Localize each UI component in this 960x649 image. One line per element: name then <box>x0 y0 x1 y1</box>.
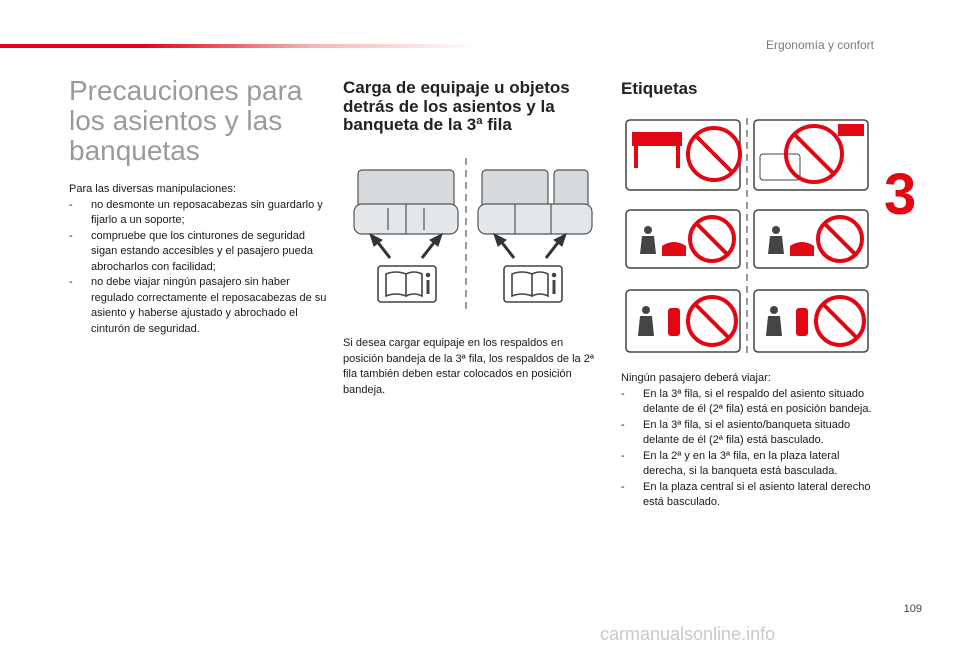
list-item: - no debe viajar ningún pasajero sin haber regulado correctamente el reposacabezas de su asiento y haberse ajustado y abrochado el cinturón de seguridad. <box>69 276 327 335</box>
manual-book-icon <box>378 266 436 302</box>
warning-label <box>626 290 740 352</box>
precautions-list <box>69 198 327 338</box>
chapter-number: 3 <box>884 162 917 227</box>
seat-bench-right <box>478 170 592 234</box>
labels-intro: Ningún pasajero deberá viajar: <box>621 372 771 384</box>
warning-label <box>754 290 868 352</box>
labels-text <box>621 371 883 511</box>
list-item: - En la plaza central si el asiento lateral derecho está basculado. <box>621 480 871 508</box>
warning-label <box>754 210 868 268</box>
section-header-title: Ergonomía y confort <box>765 38 874 52</box>
page-number: 109 <box>903 603 922 615</box>
precautions-text <box>69 182 327 337</box>
seat-bench-left <box>354 170 458 234</box>
manual-book-icon <box>504 266 562 302</box>
labels-list <box>621 387 883 511</box>
section-title-precautions: Precauciones para los asientos y las banquetas <box>69 75 303 166</box>
warning-label <box>754 120 868 190</box>
precautions-intro: Para las diversas manipulaciones: <box>69 183 236 195</box>
warning-label <box>626 210 740 268</box>
arrow-icon <box>370 234 566 258</box>
list-item: - En la 3ª fila, si el respaldo del asiento situado delante de él (2ª fila) está en posición bandeja. <box>621 387 872 415</box>
list-item: - compruebe que los cinturones de seguridad sigan estando accesibles y el pasajero pueda abrocharlos con facilidad; <box>69 229 313 273</box>
watermark: carmanualsonline.info <box>600 624 776 644</box>
warning-label <box>626 120 740 190</box>
warning-labels-illustration <box>624 118 871 358</box>
list-item: - En la 2ª y en la 3ª fila, en la plaza lateral derecha, si la banqueta está basculada. <box>621 449 840 477</box>
list-item: - no desmonte un reposacabezas sin guardarlo y fijarlo a un soporte; <box>69 198 323 226</box>
seat-luggage-illustration <box>350 158 600 310</box>
section-title-luggage: Carga de equipaje u objetos detrás de los asientos y la banqueta de la 3ª fila <box>343 78 570 134</box>
list-item: - En la 3ª fila, si el asiento/banqueta situado delante de él (2ª fila) está basculado. <box>621 418 851 446</box>
section-title-labels: Etiquetas <box>621 79 698 98</box>
header-accent-bar <box>0 44 480 48</box>
luggage-text: Si desea cargar equipaje en los respaldos en posición bandeja de la 3ª fila, los respaldos de la 2ª fila también deben estar colocados en posición bandeja. <box>343 337 594 396</box>
